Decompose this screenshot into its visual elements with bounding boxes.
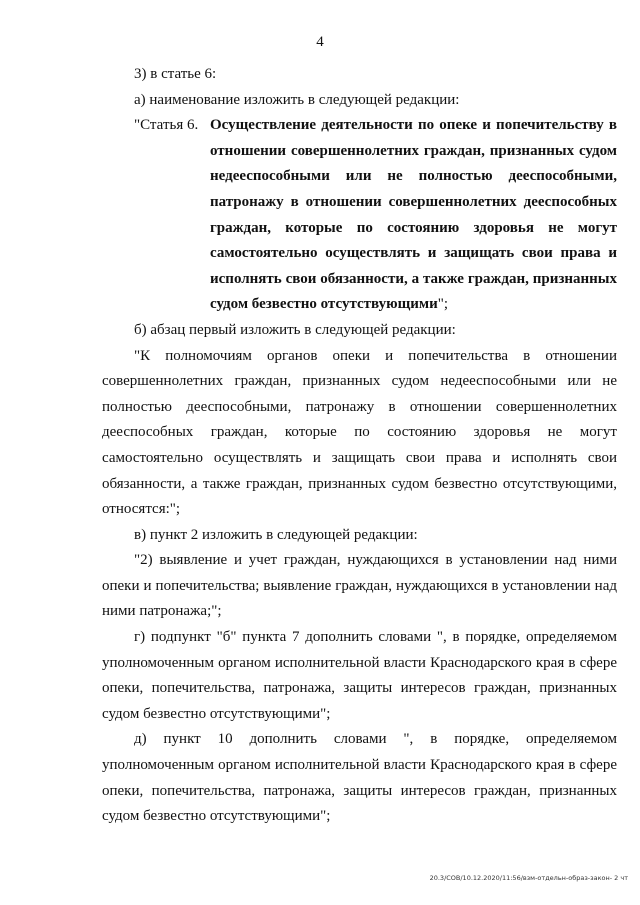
paragraph-g-subpoint-b: г) подпункт "б" пункта 7 дополнить словами ", в порядке, определяемом уполномоченным органом исполнительной власти Краснодарского края в сфере опеки, попечительства, патронажа, защиты интересов граждан, признанных судом безвестно отсутствующими"; — [102, 629, 617, 722]
paragraph-a-title-change: а) наименование изложить в следующей редакции: — [134, 91, 460, 108]
article-title-text: Осуществление деятельности по опеке и попечительству в отношении совершеннолетних граждан, признанных судом недееспособными или не полностью дееспособными, патронажу в отношении совершеннолетних дееспособных граждан, которые по состоянию здоровья не могут самостоятельно осуществлять и защищать свои права и исполнять свои обязанности, а также граждан, признанных судом безвестно отсутствующими — [210, 117, 617, 313]
paragraph-article-6-intro: 3) в статье 6: — [134, 66, 217, 82]
footer-document-code: 20.3/СОВ/10.12.2020/11:56/взм-отдельн-образ-закон- 2 чт — [429, 874, 628, 882]
article-title-close: "; — [437, 296, 449, 313]
paragraph-point-2-quote: "2) выявление и учет граждан, нуждающихся в установлении над ними опеки и попечительства; выявление граждан, нуждающихся в установлении над ними патронажа;"; — [102, 552, 617, 620]
article-title — [210, 113, 617, 318]
document-body — [102, 62, 617, 830]
paragraph-v-point-2: в) пункт 2 изложить в следующей редакции: — [134, 526, 418, 543]
paragraph-powers-quote: "К полномочиям органов опеки и попечительства в отношении совершеннолетних граждан, признанных судом недееспособными или не полностью дееспособными, патронажу в отношении совершеннолетних дееспособных граждан, которые по состоянию здоровья не могут самостоятельно осуществлять и защищать свои права и исполнять свои обязанности, а также граждан, признанных судом безвестно отсутствующими, относятся:"; — [102, 347, 617, 518]
page-number: 4 — [316, 34, 324, 50]
paragraph-d-point-10: д) пункт 10 дополнить словами ", в порядке, определяемом уполномоченным органом исполнительной власти Краснодарского края в сфере опеки, попечительства, патронажа, защиты интересов граждан, признанных судом безвестно отсутствующими"; — [102, 731, 617, 825]
paragraph-b-first-clause: б) абзац первый изложить в следующей редакции: — [134, 321, 456, 338]
article-label: "Статья 6. — [134, 117, 199, 134]
article-6-heading — [102, 113, 617, 318]
